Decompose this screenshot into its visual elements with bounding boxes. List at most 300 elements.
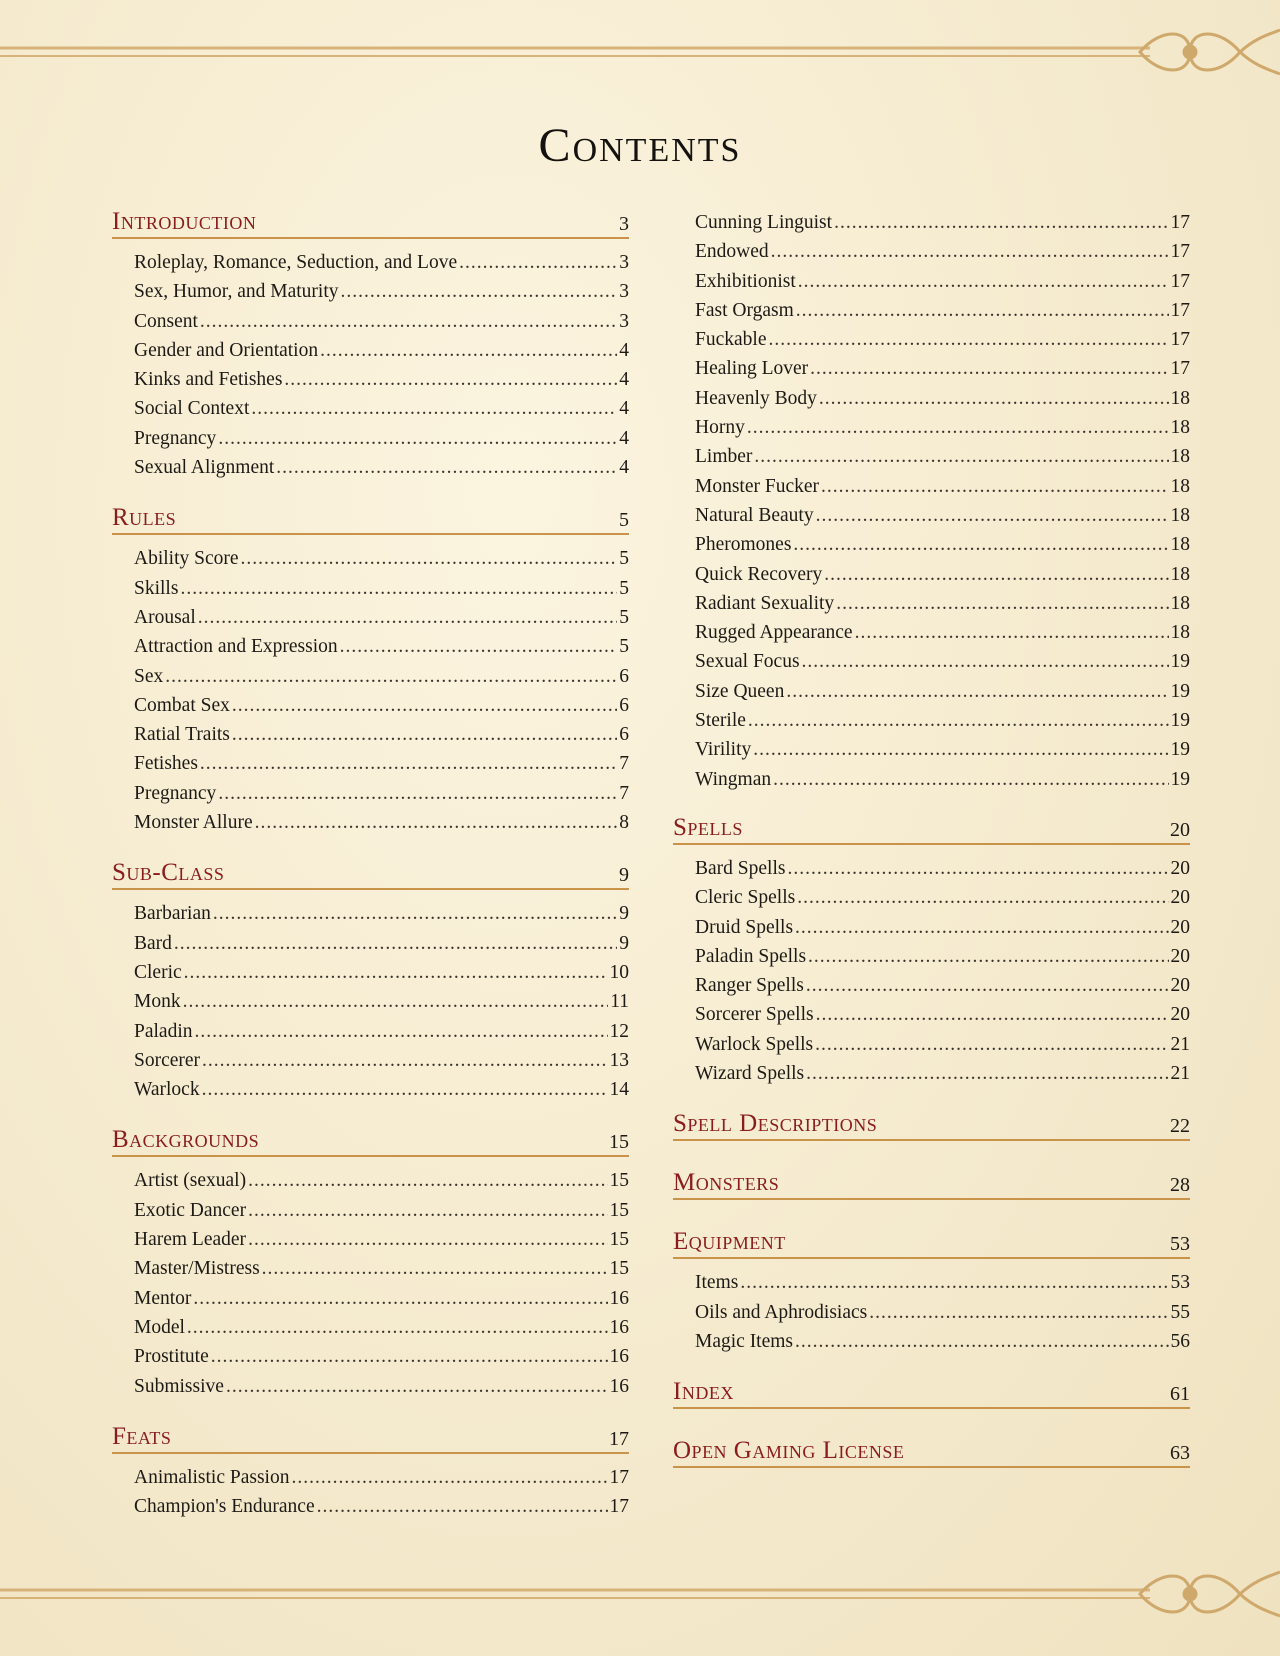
toc-entry-page: 20: [1170, 916, 1190, 938]
toc-entry[interactable]: [134, 958, 629, 987]
section-title: Feats: [112, 1422, 172, 1450]
toc-entry-page: 4: [619, 457, 629, 479]
toc-entry[interactable]: [134, 1463, 629, 1492]
toc-entry-label: Gender and Orientation: [134, 339, 319, 361]
toc-entry-label: Wizard Spells: [695, 1063, 805, 1085]
toc-entry[interactable]: [134, 779, 629, 808]
toc-entry-label: Fast Orgasm: [695, 299, 794, 321]
dot-leader: [241, 544, 618, 573]
toc-entry-page: 6: [619, 694, 629, 716]
toc-entry-label: Pregnancy: [134, 427, 217, 449]
dot-leader: [198, 603, 618, 632]
toc-section-heading[interactable]: [673, 814, 1190, 845]
toc-entry[interactable]: [134, 544, 629, 573]
toc-entry[interactable]: [134, 1166, 629, 1195]
toc-entry-list: [112, 1463, 629, 1522]
toc-entry-label: Arousal: [134, 606, 196, 628]
toc-entry[interactable]: [134, 1284, 629, 1313]
toc-entry[interactable]: [695, 296, 1190, 325]
dot-leader: [193, 1284, 607, 1313]
toc-entry-list: [673, 1268, 1190, 1356]
toc-entry-label: Consent: [134, 310, 198, 332]
toc-entry-label: Model: [134, 1316, 185, 1338]
toc-entry-label: Sex, Humor, and Maturity: [134, 281, 339, 303]
toc-entry-page: 17: [1170, 358, 1190, 380]
toc-entry-page: 4: [619, 369, 629, 391]
toc-entry[interactable]: [134, 336, 629, 365]
toc-entry[interactable]: [134, 1196, 629, 1225]
dot-leader: [773, 765, 1168, 794]
toc-entry[interactable]: [695, 913, 1190, 942]
toc-entry-label: Endowed: [695, 241, 769, 263]
dot-leader: [340, 632, 618, 661]
toc-entry-label: Roleplay, Romance, Seduction, and Love: [134, 252, 458, 273]
section-page: 3: [619, 213, 629, 235]
toc-entry-label: Bard: [134, 932, 172, 954]
toc-entry-page: 19: [1170, 651, 1190, 673]
toc-entry-label: Druid Spells: [695, 916, 794, 938]
dot-leader: [459, 248, 617, 277]
toc-section-heading[interactable]: [112, 859, 629, 890]
toc-entry-label: Warlock: [134, 1079, 200, 1101]
toc-entry-label: Limber: [695, 446, 753, 468]
toc-entry-label: Monster Allure: [134, 812, 253, 834]
toc-entry-label: Pregnancy: [134, 782, 217, 804]
toc-entry-label: Attraction and Expression: [134, 636, 338, 658]
dot-leader: [202, 1046, 607, 1075]
dot-leader: [248, 1166, 607, 1195]
toc-entry[interactable]: [134, 1254, 629, 1283]
toc-entry[interactable]: [695, 854, 1190, 883]
dot-leader: [855, 618, 1169, 647]
toc-entry-page: 18: [1170, 504, 1190, 526]
toc-section: [673, 1378, 1190, 1409]
toc-entry-label: Social Context: [134, 398, 250, 420]
toc-entry-label: Bard Spells: [695, 857, 786, 879]
toc-entry-label: Kinks and Fetishes: [134, 369, 283, 391]
toc-entry-page: 17: [609, 1496, 629, 1518]
toc-entry[interactable]: [134, 632, 629, 661]
section-title: Index: [673, 1378, 734, 1406]
toc-entry[interactable]: [695, 384, 1190, 413]
toc-entry-page: 19: [1170, 710, 1190, 732]
toc-entry[interactable]: [695, 237, 1190, 266]
toc-entry-page: 17: [1170, 241, 1190, 263]
toc-entry[interactable]: [695, 530, 1190, 559]
toc-entry-page: 8: [619, 812, 629, 834]
toc-entry-label: Master/Mistress: [134, 1258, 260, 1280]
toc-entry-page: 19: [1170, 739, 1190, 761]
dot-leader: [284, 365, 617, 394]
toc-entry[interactable]: [134, 394, 629, 423]
toc-entry-page: 18: [1170, 592, 1190, 614]
toc-entry-page: 15: [609, 1170, 629, 1192]
feats-continued-list: [673, 208, 1190, 794]
toc-entry-page: 18: [1170, 622, 1190, 644]
dot-leader: [248, 1225, 607, 1254]
toc-entry[interactable]: [695, 442, 1190, 471]
toc-entry[interactable]: [134, 1017, 629, 1046]
toc-entry-list: [112, 248, 629, 482]
toc-entry-label: Ranger Spells: [695, 975, 804, 997]
toc-entry-label: Ability Score: [134, 548, 239, 570]
toc-entry[interactable]: [695, 501, 1190, 530]
dot-leader: [317, 1492, 608, 1521]
toc-entry[interactable]: [695, 589, 1190, 618]
toc-section: [112, 504, 629, 837]
toc-entry-page: 15: [609, 1258, 629, 1280]
dot-leader: [248, 1196, 607, 1225]
toc-entry-page: 3: [619, 252, 629, 273]
toc-entry[interactable]: [695, 1030, 1190, 1059]
toc-entry-list: [112, 899, 629, 1104]
toc-entry[interactable]: [695, 413, 1190, 442]
toc-entry-page: 3: [619, 281, 629, 303]
toc-entry-label: Artist (sexual): [134, 1170, 247, 1192]
toc-entry[interactable]: [134, 1492, 629, 1521]
dot-leader: [232, 720, 617, 749]
toc-entry-page: 55: [1170, 1301, 1190, 1323]
dot-leader: [754, 442, 1168, 471]
dot-leader: [797, 883, 1168, 912]
toc-entry-label: Exhibitionist: [695, 270, 796, 292]
dot-leader: [836, 589, 1168, 618]
toc-entry-label: Paladin: [134, 1020, 193, 1042]
toc-entry[interactable]: [134, 1075, 629, 1104]
toc-entry-page: 7: [619, 782, 629, 804]
toc-entry-page: 4: [619, 427, 629, 449]
dot-leader: [806, 971, 1169, 1000]
dot-leader: [795, 1327, 1168, 1356]
toc-entry[interactable]: [134, 574, 629, 603]
toc-section: [673, 1437, 1190, 1468]
section-title: Backgrounds: [112, 1126, 260, 1154]
toc-entry[interactable]: [695, 618, 1190, 647]
toc-entry-page: 3: [619, 310, 629, 332]
toc-entry-label: Champion's Endurance: [134, 1496, 315, 1518]
dot-leader: [340, 277, 617, 306]
toc-entry-label: Fetishes: [134, 753, 198, 775]
dot-leader: [834, 208, 1168, 237]
dot-leader: [251, 394, 617, 423]
toc-section-heading[interactable]: [673, 1228, 1190, 1259]
dot-leader: [232, 691, 617, 720]
toc-entry-label: Monster Fucker: [695, 475, 820, 497]
dot-leader: [808, 942, 1168, 971]
dot-leader: [747, 413, 1169, 442]
toc-entry-label: Radiant Sexuality: [695, 592, 835, 614]
toc-left-column: [112, 208, 629, 1543]
dot-leader: [262, 1254, 608, 1283]
toc-entry-page: 4: [619, 339, 629, 361]
toc-entry-label: Horny: [695, 417, 745, 439]
toc-entry-page: 21: [1170, 1063, 1190, 1085]
dot-leader: [753, 735, 1168, 764]
toc-entry[interactable]: [134, 365, 629, 394]
dot-leader: [195, 1017, 608, 1046]
toc-entry-label: Prostitute: [134, 1346, 209, 1368]
toc-entry[interactable]: [134, 1313, 629, 1342]
toc-entry-label: Rugged Appearance: [695, 622, 853, 644]
toc-entry-label: Wingman: [695, 768, 772, 790]
dot-leader: [816, 501, 1169, 530]
toc-entry-page: 16: [609, 1316, 629, 1338]
toc-entry-page: 5: [619, 606, 629, 628]
toc-section: [112, 208, 629, 482]
section-title: Rules: [112, 504, 177, 532]
toc-entry-page: 18: [1170, 563, 1190, 585]
toc-entry[interactable]: [695, 735, 1190, 764]
toc-entry-list: [112, 544, 629, 837]
toc-entry-label: Animalistic Passion: [134, 1466, 290, 1488]
toc-entry[interactable]: [695, 1327, 1190, 1356]
toc-entry-page: 17: [1170, 299, 1190, 321]
toc-entry-page: 6: [619, 724, 629, 746]
toc-entry-label: Items: [695, 1272, 739, 1294]
section-page: 15: [609, 1131, 629, 1154]
toc-entry-label: Quick Recovery: [695, 563, 823, 585]
toc-right-column: [673, 208, 1190, 1496]
toc-entry[interactable]: [695, 1298, 1190, 1327]
dot-leader: [200, 749, 617, 778]
toc-entry-page: 21: [1170, 1033, 1190, 1055]
dot-leader: [819, 384, 1169, 413]
toc-entry-page: 56: [1170, 1330, 1190, 1352]
dot-leader: [291, 1463, 607, 1492]
section-page: 22: [1170, 1115, 1190, 1138]
section-page: 17: [609, 1427, 629, 1450]
dot-leader: [320, 336, 617, 365]
toc-entry[interactable]: [695, 765, 1190, 794]
toc-entry-page: 9: [619, 903, 629, 925]
toc-entry-page: 9: [619, 932, 629, 954]
toc-section-heading[interactable]: [112, 1423, 629, 1454]
toc-entry[interactable]: [134, 899, 629, 928]
toc-entry-page: 10: [609, 961, 629, 983]
toc-entry-page: 20: [1170, 945, 1190, 967]
toc-section-heading[interactable]: [673, 1437, 1190, 1468]
toc-entry-page: 16: [609, 1346, 629, 1368]
toc-entry-label: Healing Lover: [695, 358, 809, 380]
toc-section-heading[interactable]: [112, 1126, 629, 1157]
toc-entry-label: Monk: [134, 991, 181, 1013]
dot-leader: [218, 779, 617, 808]
toc-entry-label: Mentor: [134, 1287, 192, 1309]
toc-entry[interactable]: [134, 603, 629, 632]
toc-section: [112, 1126, 629, 1400]
toc-entry-page: 18: [1170, 534, 1190, 556]
toc-entry-label: Barbarian: [134, 903, 211, 925]
dot-leader: [255, 808, 618, 837]
toc-entry-page: 19: [1170, 680, 1190, 702]
toc-section-heading[interactable]: [673, 1110, 1190, 1141]
toc-entry-page: 18: [1170, 446, 1190, 468]
toc-entry[interactable]: [134, 453, 629, 482]
toc-entry-page: 6: [619, 665, 629, 687]
toc-entry[interactable]: [134, 1225, 629, 1254]
toc-entry-label: Sex: [134, 665, 164, 687]
toc-section: [673, 814, 1190, 1088]
section-title: Sub-Class: [112, 859, 225, 887]
dot-leader: [740, 1268, 1168, 1297]
dot-leader: [771, 237, 1169, 266]
dot-leader: [748, 706, 1169, 735]
toc-entry[interactable]: [134, 424, 629, 453]
toc-entry-page: 5: [619, 577, 629, 599]
dot-leader: [786, 677, 1168, 706]
toc-entry[interactable]: [134, 749, 629, 778]
ornament-flourish-icon: [1140, 30, 1280, 74]
dot-leader: [187, 1313, 608, 1342]
toc-section: [112, 859, 629, 1104]
dot-leader: [795, 913, 1168, 942]
toc-entry-page: 7: [619, 753, 629, 775]
toc-entry[interactable]: [134, 662, 629, 691]
toc-entry[interactable]: [695, 883, 1190, 912]
toc-entry-page: 4: [619, 398, 629, 420]
toc-section-heading[interactable]: [112, 504, 629, 535]
toc-entry-page: 14: [609, 1079, 629, 1101]
toc-entry-page: 17: [1170, 270, 1190, 292]
section-title: Open Gaming License: [673, 1437, 905, 1465]
toc-section: [673, 1228, 1190, 1356]
toc-section: [112, 1423, 629, 1522]
section-page: 63: [1170, 1442, 1190, 1465]
toc-entry-page: 20: [1170, 887, 1190, 909]
section-page: 9: [619, 864, 629, 887]
section-title: Spells: [673, 813, 743, 841]
toc-entry-label: Cleric Spells: [695, 887, 796, 909]
toc-entry-page: 53: [1170, 1272, 1190, 1294]
section-page: 20: [1170, 818, 1190, 841]
toc-entry[interactable]: [695, 706, 1190, 735]
toc-entry-page: 15: [609, 1229, 629, 1251]
toc-entry-label: Skills: [134, 577, 179, 599]
toc-entry-label: Ratial Traits: [134, 724, 230, 746]
dot-leader: [200, 307, 617, 336]
dot-leader: [816, 1000, 1169, 1029]
section-title: Spell Descriptions: [673, 1110, 878, 1138]
toc-entry-page: 15: [609, 1199, 629, 1221]
toc-entry-page: 17: [1170, 212, 1190, 233]
dot-leader: [768, 325, 1168, 354]
toc-entry[interactable]: [695, 971, 1190, 1000]
toc-entry[interactable]: [695, 354, 1190, 383]
dot-leader: [787, 854, 1168, 883]
toc-entry[interactable]: [134, 248, 629, 277]
toc-entry[interactable]: [134, 987, 629, 1016]
toc-entry[interactable]: [695, 1059, 1190, 1088]
toc-section-heading[interactable]: [112, 208, 629, 239]
toc-entry[interactable]: [695, 325, 1190, 354]
dot-leader: [802, 647, 1169, 676]
dot-leader: [821, 472, 1168, 501]
toc-entry-label: Warlock Spells: [695, 1033, 814, 1055]
dot-leader: [174, 929, 617, 958]
dot-leader: [202, 1075, 608, 1104]
dot-leader: [226, 1372, 608, 1401]
toc-entry-label: Size Queen: [695, 680, 785, 702]
dot-leader: [183, 987, 609, 1016]
toc-entry[interactable]: [695, 560, 1190, 589]
section-title: Introduction: [112, 208, 257, 235]
toc-entry-list: [112, 1166, 629, 1400]
toc-entry-page: 20: [1170, 857, 1190, 879]
section-page: 5: [619, 509, 629, 532]
toc-entry-label: Sexual Alignment: [134, 457, 275, 479]
toc-entry[interactable]: [695, 267, 1190, 296]
toc-entry-page: 12: [609, 1020, 629, 1042]
dot-leader: [184, 958, 608, 987]
toc-entry-label: Sorcerer: [134, 1049, 201, 1071]
toc-entry-label: Combat Sex: [134, 694, 230, 716]
toc-entry-list: [673, 854, 1190, 1088]
toc-entry-label: Oils and Aphrodisiacs: [695, 1301, 868, 1323]
toc-entry-label: Sexual Focus: [695, 651, 800, 673]
toc-entry-label: Cleric: [134, 961, 182, 983]
toc-entry[interactable]: [695, 647, 1190, 676]
dot-leader: [213, 899, 617, 928]
toc-section: [673, 1169, 1190, 1200]
toc-entry[interactable]: [134, 1342, 629, 1371]
toc-entry[interactable]: [695, 1000, 1190, 1029]
toc-entry-page: 19: [1170, 768, 1190, 790]
toc-entry[interactable]: [134, 1046, 629, 1075]
toc-entry[interactable]: [695, 1268, 1190, 1297]
toc-entry-page: 17: [1170, 329, 1190, 351]
toc-entry-label: Sorcerer Spells: [695, 1004, 814, 1026]
ornament-flourish-icon: [1140, 1572, 1280, 1616]
dot-leader: [211, 1342, 608, 1371]
toc-entry[interactable]: [695, 942, 1190, 971]
toc-entry-label: Exotic Dancer: [134, 1199, 247, 1221]
toc-entry[interactable]: [695, 677, 1190, 706]
toc-entry-page: 5: [619, 636, 629, 658]
toc-entry-page: 17: [609, 1466, 629, 1488]
toc-section-heading[interactable]: [673, 1378, 1190, 1409]
toc-entry[interactable]: [134, 691, 629, 720]
toc-entry[interactable]: [134, 277, 629, 306]
dot-leader: [165, 662, 617, 691]
toc-entry[interactable]: [695, 208, 1190, 237]
toc-entry-page: 5: [619, 548, 629, 570]
toc-entry[interactable]: [134, 1372, 629, 1401]
toc-entry-page: 20: [1170, 1004, 1190, 1026]
toc-section-heading[interactable]: [673, 1169, 1190, 1200]
toc-entry-label: Paladin Spells: [695, 945, 807, 967]
toc-entry-label: Cunning Linguist: [695, 212, 833, 233]
toc-entry[interactable]: [134, 929, 629, 958]
toc-entry[interactable]: [134, 307, 629, 336]
dot-leader: [276, 453, 617, 482]
section-page: 61: [1170, 1383, 1190, 1406]
toc-entry[interactable]: [134, 808, 629, 837]
dot-leader: [810, 354, 1168, 383]
toc-entry[interactable]: [134, 720, 629, 749]
toc-entry-label: Sterile: [695, 710, 746, 732]
toc-entry-label: Natural Beauty: [695, 504, 814, 526]
section-page: 53: [1170, 1233, 1190, 1256]
dot-leader: [824, 560, 1168, 589]
toc-entry-page: 18: [1170, 417, 1190, 439]
bottom-border-ornament: [0, 1560, 1280, 1630]
toc-entry-label: Submissive: [134, 1375, 224, 1397]
toc-entry-label: Harem Leader: [134, 1229, 247, 1251]
toc-entry[interactable]: [695, 472, 1190, 501]
dot-leader: [218, 424, 617, 453]
section-title: Equipment: [673, 1228, 786, 1256]
toc-entry-label: Heavenly Body: [695, 387, 817, 409]
